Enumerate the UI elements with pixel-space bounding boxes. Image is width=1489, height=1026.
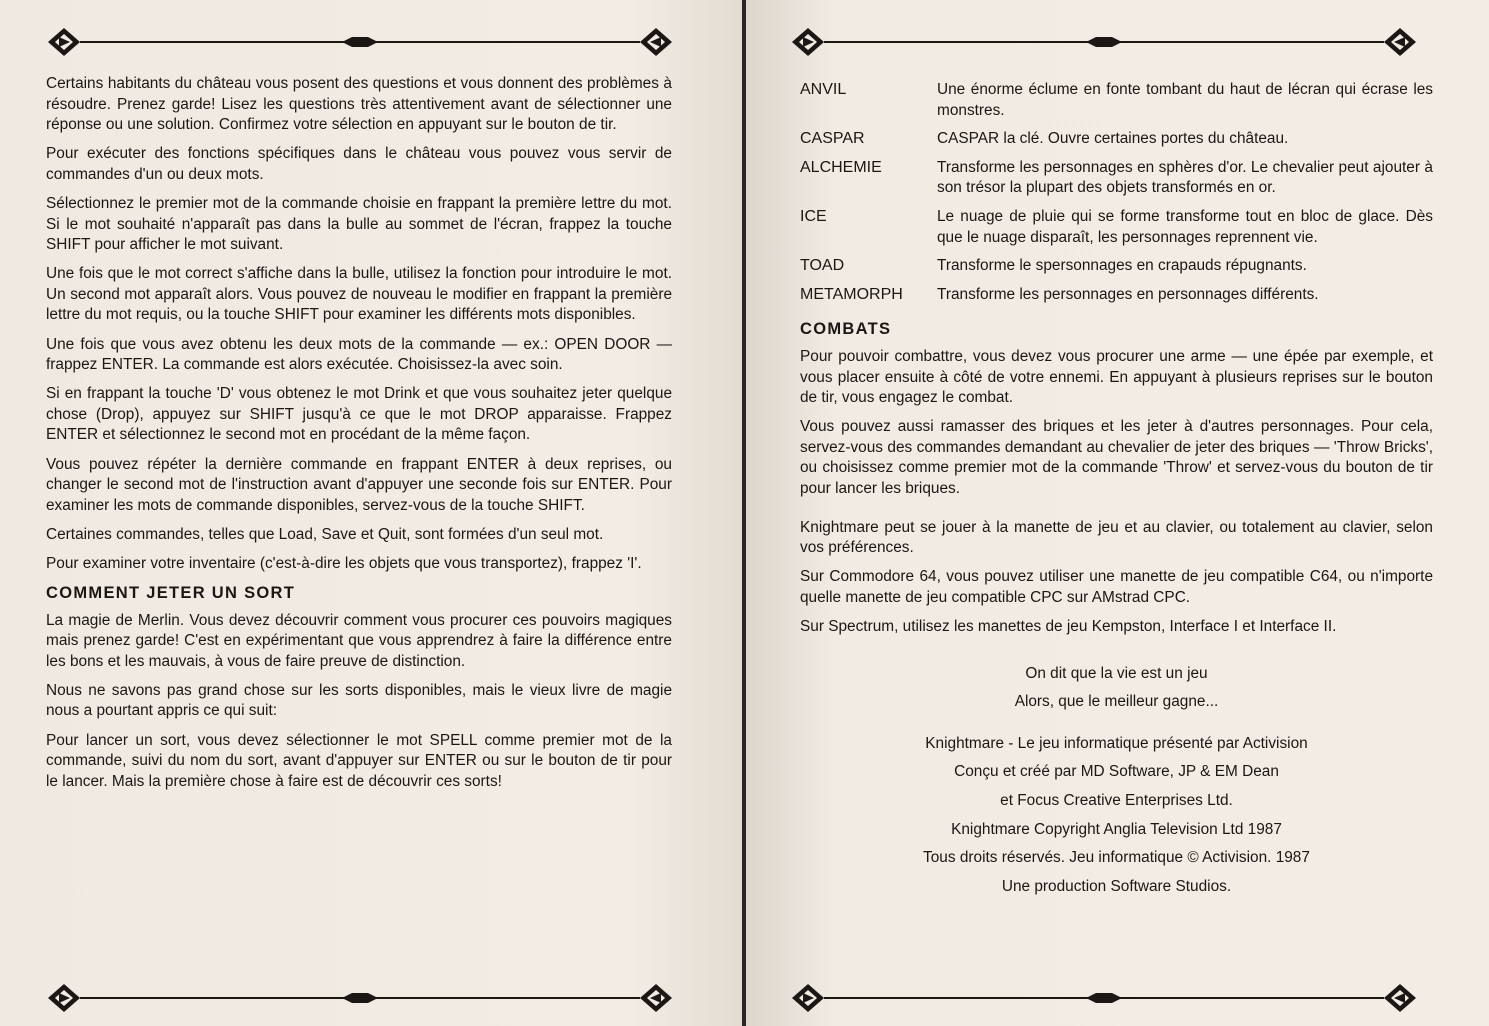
paragraph: Pour lancer un sort, vous devez sélectionner le mot SPELL comme premier mot de la commande, suivi du nom du sort, avant d'appuyer sur ENTER ou sur le bouton de tir pour le lancer. Mais la première chose à faire est de découvrir ces sorts! — [46, 731, 672, 790]
paragraph: Si en frappant la touche 'D' vous obtenez le mot Drink et que vous souhaitez jeter quelque chose (Drop), appuyez sur SHIFT jusqu'à ce que le mot DROP apparaisse. Frappez ENTER et sélectionnez le second mot en procédant de la même façon. — [46, 385, 672, 444]
credit-line: Knightmare - Le jeu informatique présenté par Activision — [925, 734, 1308, 752]
paragraph: Nous ne savons pas grand chose sur les sorts disponibles, mais le vieux livre de magie nous a pourtant appris ce qui suit: — [46, 681, 672, 720]
section-title-combats: COMBATS — [800, 320, 892, 339]
ornament-top-right — [790, 24, 1418, 60]
spell-row — [800, 158, 1433, 207]
paragraph: Certains habitants du château vous posent des questions et vous donnent des problèmes à résoudre. Prenez garde! Lisez les questions très attentivement avant de sélectionner une réponse ou une solution. Confirmez votre sélection en appuyant sur le bouton de tir. — [46, 75, 672, 134]
paragraph: Sur Spectrum, utilisez les manettes de jeu Kempston, Interface I et Interface II. — [800, 617, 1337, 635]
paragraph: Une fois que le mot correct s'affiche dans la bulle, utilisez la fonction pour introduire le mot. Un second mot apparaît alors. Vous pouvez de nouveau le modifier en frappant la première lettre du mot requis, ou la touche SHIFT pour examiner les différents mots disponibles. — [46, 265, 672, 324]
poem-line: Alors, que le meilleur gagne... — [1014, 692, 1219, 710]
spell-description: Une énorme éclume en fonte tombant du haut de lécran qui écrase les monstres. — [937, 81, 1433, 119]
spell-name: ANVIL — [800, 81, 847, 98]
spell-description: Transforme les personnages en sphères d'or. Le chevalier peut ajouter à son trésor la plupart des objets transformés en or. — [937, 158, 1433, 197]
spell-row — [800, 80, 1433, 129]
paragraph: Pour pouvoir combattre, vous devez vous procurer une arme — une épée par exemple, et vous placer ensuite à côté de votre ennemi. En appuyant à plusieurs reprises sur le bouton de tir, vous engagez le combat. — [800, 347, 1433, 407]
right-page-text — [800, 80, 1433, 902]
spell-row — [800, 256, 1433, 285]
credit-line: et Focus Creative Enterprises Ltd. — [1000, 791, 1233, 809]
paragraph: Vous pouvez aussi ramasser des briques et les jeter à d'autres personnages. Pour cela, servez-vous des commandes demandant au chevalier de jeter des briques — 'Throw Bricks', ou choisissez comme premier mot de la commande 'Throw' et servez-vous du bouton de tir pour lancer les briques. — [800, 418, 1433, 497]
poem-line: On dit que la vie est un jeu — [1025, 664, 1208, 682]
paragraph: La magie de Merlin. Vous devez découvrir comment vous procurer ces pouvoirs magiques mais prenez garde! C'est en expérimentant que vous apprendrez à faire la différence entre les bons et les mauvais, à vous de faire preuve de distinction. — [46, 611, 672, 670]
spell-name: TOAD — [800, 257, 845, 275]
paragraph: Sélectionnez le premier mot de la commande choisie en frappant la première lettre du mot. Si le mot souhaité n'apparaît pas dans la bulle au sommet de l'écran, frappez la touche SHIFT pour afficher le mot suivant. — [46, 194, 672, 254]
spell-name: ALCHEMIE — [800, 158, 882, 176]
credit-line: Conçu et créé par MD Software, JP & EM Dean — [954, 763, 1279, 781]
paragraph: Knightmare peut se jouer à la manette de jeu et au clavier, ou totalement au clavier, selon vos préférences. — [800, 518, 1433, 557]
credits — [800, 730, 1433, 902]
spell-row — [800, 129, 1433, 158]
credit-line: Tous droits réservés. Jeu informatique © Activision. 1987 — [923, 849, 1310, 867]
spell-description: Transforme le spersonnages en crapauds répugnants. — [937, 257, 1307, 275]
spell-name: ICE — [800, 207, 827, 225]
paragraph: Certaines commandes, telles que Load, Save et Quit, sont formées d'un seul mot. — [46, 525, 604, 543]
spell-description: Transforme les personnages en personnages différents. — [937, 285, 1319, 303]
spell-name: CASPAR — [800, 130, 865, 148]
spell-description: CASPAR la clé. Ouvre certaines portes du château. — [937, 130, 1289, 148]
left-page-text — [46, 74, 672, 801]
paragraph: Pour examiner votre inventaire (c'est-à-dire les objets que vous transportez), frappez 'I'. — [46, 554, 642, 572]
paragraph: Une fois que vous avez obtenu les deux mots de la commande — ex.: OPEN DOOR — frappez ENTER. La commande est alors exécutée. Choisissez-la avec soin. — [46, 335, 672, 374]
spell-table — [800, 80, 1433, 313]
spell-description: Le nuage de pluie qui se forme transforme tout en bloc de glace. Dès que le nuage disparaît, les personnages reprennent vie. — [937, 207, 1433, 246]
section-title-spells: COMMENT JETER UN SORT — [46, 583, 296, 602]
paragraph: Vous pouvez répéter la dernière commande en frappant ENTER à deux reprises, ou changer le second mot de l'instruction avant d'appuyer une seconde fois sur ENTER. Pour examiner les mots de commande disponibles, servez-vous de la touche SHIFT. — [46, 455, 672, 514]
credit-line: Une production Software Studios. — [1001, 878, 1232, 896]
credit-line: Knightmare Copyright Anglia Television Ltd 1987 — [951, 820, 1282, 838]
spell-row — [800, 285, 1433, 314]
ornament-bottom-right — [790, 980, 1418, 1016]
paragraph: Pour exécuter des fonctions spécifiques dans le château vous pouvez vous servir de commandes d'un ou deux mots. — [46, 145, 672, 183]
poem — [800, 660, 1433, 716]
ornament-bottom-left — [46, 980, 674, 1016]
paragraph: Sur Commodore 64, vous pouvez utiliser une manette de jeu compatible C64, ou n'importe quelle manette de jeu compatible CPC sur AMstrad CPC. — [800, 568, 1433, 606]
spell-row — [800, 207, 1433, 256]
spell-name: METAMORPH — [800, 285, 903, 303]
ornament-top-left — [46, 24, 674, 60]
